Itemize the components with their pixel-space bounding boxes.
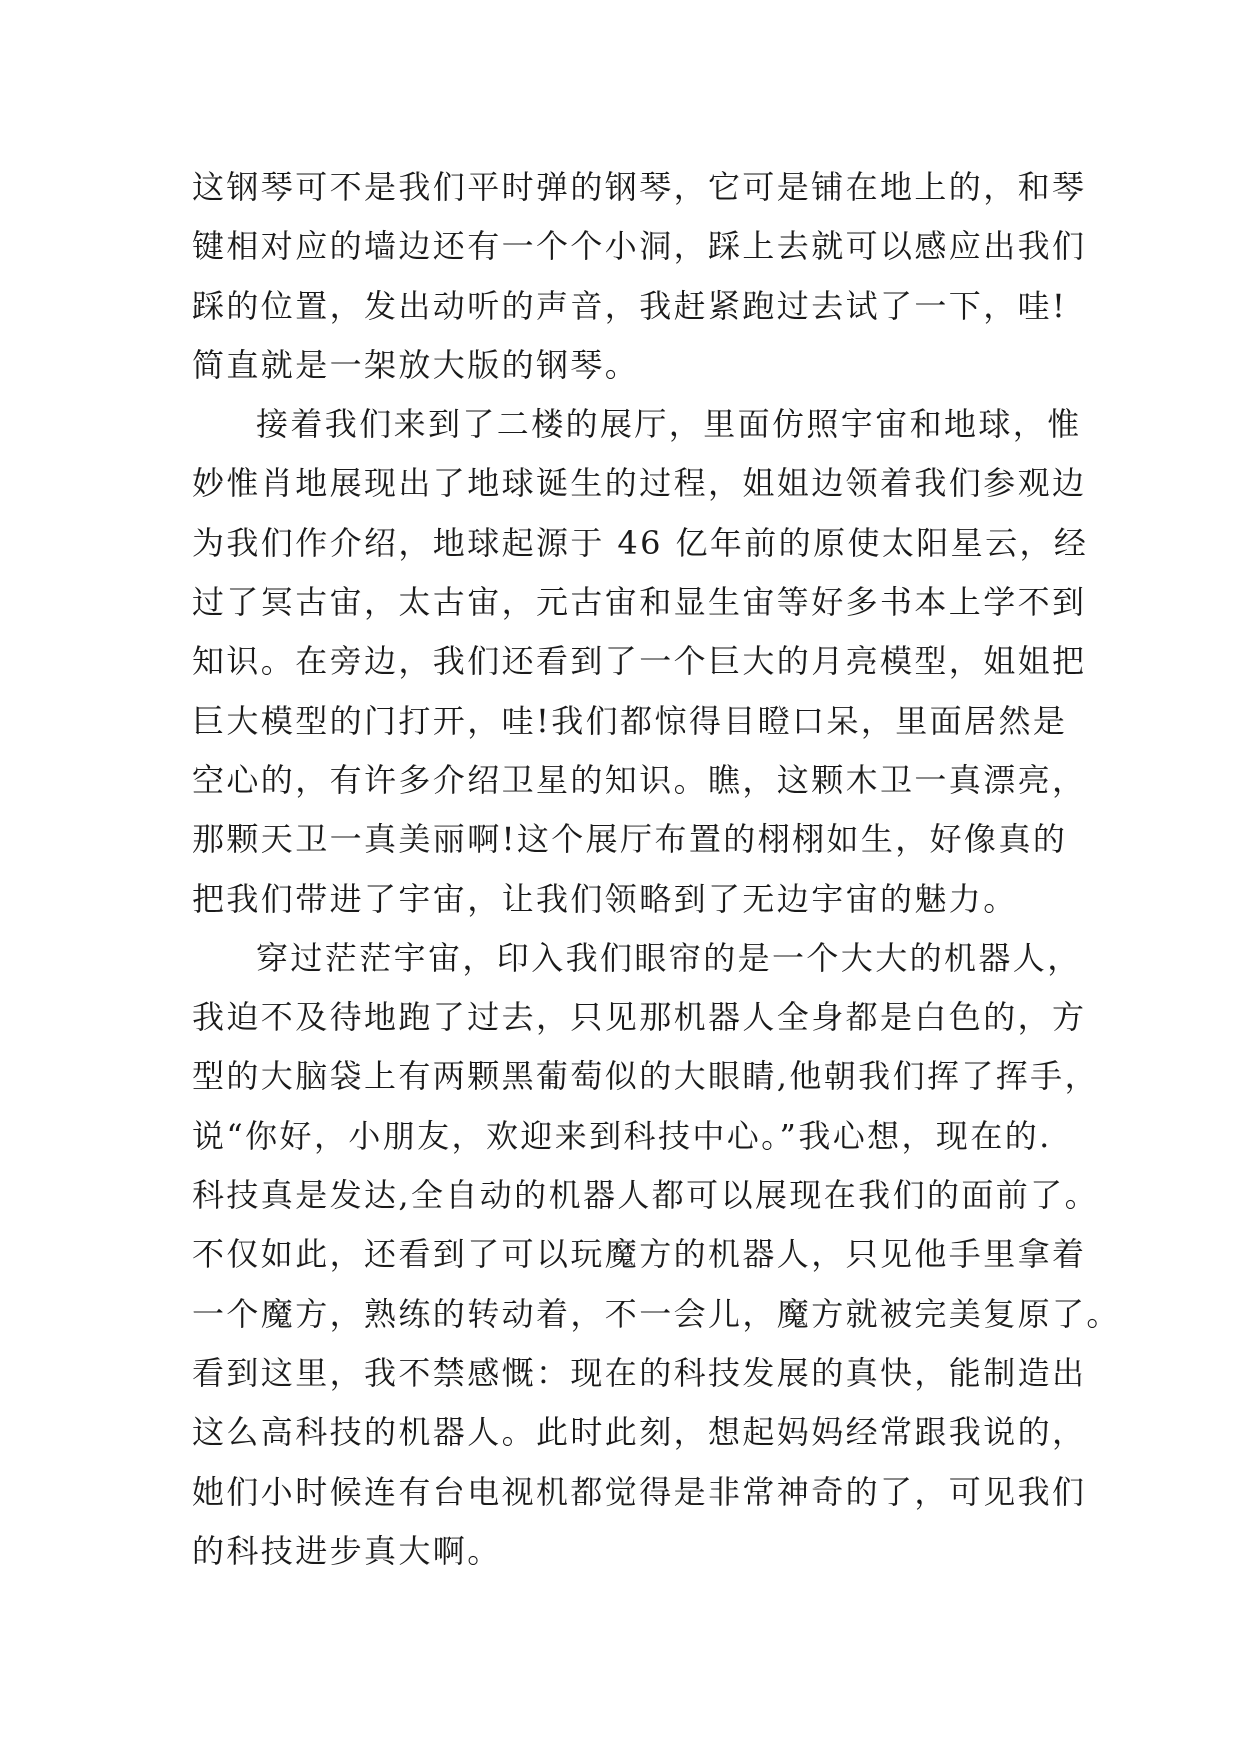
text-line: 巨大模型的门打开，哇!我们都惊得目瞪口呆，里面居然是 [192,701,1068,740]
paragraph-first-line: 接着我们来到了二楼的展厅，里面仿照宇宙和地球，惟 [256,405,1082,444]
text-line: 科技真是发达,全自动的机器人都可以展现在我们的面前了。 [192,1176,1099,1215]
text-line: 知识。在旁边，我们还看到了一个巨大的月亮模型，姐姐把 [192,642,1087,681]
text-line: 妙惟肖地展现出了地球诞生的过程，姐姐边领着我们参观边 [192,464,1087,503]
text-line: 这么高科技的机器人。此时此刻，想起妈妈经常跟我说的， [192,1413,1087,1452]
text-line: 简直就是一架放大版的钢琴。 [192,345,640,384]
text-line: 这钢琴可不是我们平时弹的钢琴，它可是铺在地上的，和琴 [192,168,1087,206]
text-line: 过了冥古宙，太古宙，元古宙和显生宙等好多书本上学不到 [192,583,1087,622]
text-line: 的科技进步真大啊。 [192,1531,502,1570]
text-line: 把我们带进了宇宙，让我们领略到了无边宇宙的魅力。 [192,879,1018,918]
text-line: 说“你好，小朋友，欢迎来到科技中心。”我心想，现在的. [192,1116,1052,1155]
text-line: 不仅如此，还看到了可以玩魔方的机器人，只见他手里拿着 [192,1235,1087,1274]
text-line: 看到这里，我不禁感慨：现在的科技发展的真快，能制造出 [192,1353,1087,1392]
text-line: 型的大脑袋上有两颗黑葡萄似的大眼睛,他朝我们挥了挥手， [192,1057,1099,1096]
text-line: 那颗天卫一真美丽啊!这个展厅布置的栩栩如生，好像真的 [192,820,1068,859]
text-line: 踩的位置，发出动听的声音，我赶紧跑过去试了一下，哇! [192,286,1068,325]
text-line: 她们小时候连有台电视机都觉得是非常神奇的了，可见我们 [192,1472,1087,1511]
text-line: 为我们作介绍，地球起源于 46 亿年前的原使太阳星云，经 [192,523,1089,562]
text-line: 空心的，有许多介绍卫星的知识。瞧，这颗木卫一真漂亮， [192,760,1087,799]
text-line: 键相对应的墙边还有一个个小洞，踩上去就可以感应出我们 [192,227,1087,266]
body-text [192,158,1121,1581]
paragraph-first-line: 穿过茫茫宇宙，印入我们眼帘的是一个大大的机器人， [256,938,1082,977]
text-line: 一个魔方，熟练的转动着，不一会儿，魔方就被完美复原了。 [192,1294,1121,1333]
text-line: 我迫不及待地跑了过去，只见那机器人全身都是白色的，方 [192,998,1087,1037]
